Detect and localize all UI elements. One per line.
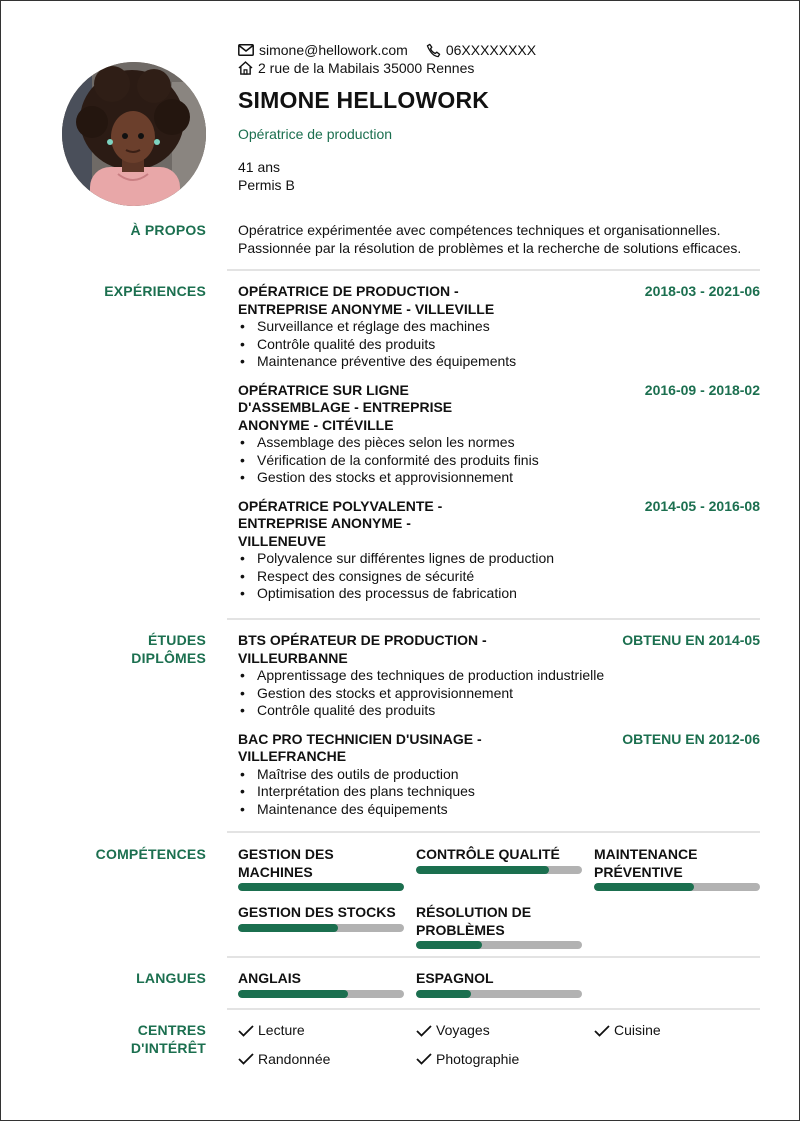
address-text: 2 rue de la Mabilais 35000 Rennes <box>258 60 475 76</box>
contact-row-2 <box>238 59 768 77</box>
list-item: • Respect des consignes de sécurité <box>238 568 760 586</box>
resume-header <box>238 41 768 194</box>
language-name: ESPAGNOL <box>416 970 494 986</box>
skill-bar-fill <box>238 883 404 891</box>
languages-grid <box>238 970 760 998</box>
skill-item <box>238 904 404 949</box>
skill-item <box>594 846 760 891</box>
skills-label: COMPÉTENCES <box>95 846 206 862</box>
about-line-1: Opératrice expérimentée avec compétences techniques et organisationnelles. <box>238 222 721 238</box>
job-title: Opératrice de production <box>238 126 393 142</box>
experience-tasks <box>238 550 760 603</box>
check-icon <box>416 1025 432 1037</box>
list-item: • Maintenance des équipements <box>238 801 760 819</box>
skill-item <box>416 904 582 949</box>
list-item: • Vérification de la conformité des produits finis <box>238 452 760 470</box>
check-icon <box>238 1053 254 1065</box>
about-label: À PROPOS <box>130 222 206 238</box>
interest-item <box>594 1022 760 1040</box>
age-text: 41 ans <box>238 159 281 175</box>
education-details <box>238 667 760 720</box>
education-title: BAC PRO TECHNICIEN D'USINAGE - VILLEFRANCHE <box>238 730 482 764</box>
skill-bar <box>594 883 760 891</box>
list-item: • Surveillance et réglage des machines <box>238 318 760 336</box>
list-item: • Assemblage des pièces selon les normes <box>238 434 760 452</box>
experience-date: 2014-05 - 2016-08 <box>644 497 760 514</box>
phone-icon <box>426 43 441 58</box>
list-item: • Maîtrise des outils de production <box>238 766 760 784</box>
interest-item <box>416 1022 582 1040</box>
list-item: • Polyvalence sur différentes lignes de production <box>238 550 760 568</box>
interest-label: Photographie <box>436 1050 520 1067</box>
education-label-line-2: DIPLÔMES <box>131 649 206 666</box>
education-entry <box>238 731 760 819</box>
education-list <box>238 632 760 829</box>
check-icon <box>416 1053 432 1065</box>
education-label <box>131 632 206 667</box>
about-text <box>238 222 760 257</box>
section-divider <box>227 956 760 958</box>
interest-label: Lecture <box>258 1022 305 1038</box>
experience-tasks <box>238 434 760 487</box>
interests-label-line-2: D'INTÉRÊT <box>130 1039 206 1056</box>
language-bar <box>238 990 404 998</box>
email-contact <box>238 42 408 58</box>
candidate-name: SIMONE HELLOWORK <box>238 87 490 113</box>
section-divider <box>227 618 760 620</box>
skill-name: RÉSOLUTION DE PROBLÈMES <box>416 904 532 938</box>
interest-label: Voyages <box>436 1022 490 1038</box>
skill-bar-fill <box>416 866 549 874</box>
profile-photo <box>62 62 206 206</box>
check-icon <box>594 1025 610 1037</box>
language-item <box>238 970 404 998</box>
experience-title: OPÉRATRICE SUR LIGNE D'ASSEMBLAGE - ENTREPRISE ANONYME - CITÉVILLE <box>238 381 453 433</box>
language-name: ANGLAIS <box>238 970 301 986</box>
interest-item <box>416 1051 582 1069</box>
skill-bar <box>238 883 404 891</box>
skill-bar <box>416 866 582 874</box>
language-bar-fill <box>416 990 471 998</box>
interest-item <box>238 1022 404 1040</box>
language-bar-fill <box>238 990 348 998</box>
license-text: Permis B <box>238 177 295 193</box>
skill-name: CONTRÔLE QUALITÉ <box>416 846 560 862</box>
check-icon <box>238 1025 254 1037</box>
list-item: • Contrôle qualité des produits <box>238 702 760 720</box>
interest-label: Randonnée <box>258 1050 331 1067</box>
skill-name: MAINTENANCE PRÉVENTIVE <box>594 846 698 880</box>
skill-item <box>416 846 582 891</box>
education-details <box>238 766 760 819</box>
contact-row-1 <box>238 41 768 59</box>
skills-grid <box>238 846 760 949</box>
experience-entry <box>238 283 760 371</box>
interests-label <box>131 1022 206 1057</box>
address-contact <box>238 60 474 76</box>
skill-bar-fill <box>416 941 482 949</box>
language-item <box>416 970 582 998</box>
languages-label: LANGUES <box>136 970 206 986</box>
experience-entry <box>238 498 760 603</box>
interest-item <box>238 1051 404 1069</box>
experience-title: OPÉRATRICE DE PRODUCTION - ENTREPRISE ANONYME - VILLEVILLE <box>238 283 495 317</box>
section-divider <box>227 1008 760 1010</box>
experience-date: 2016-09 - 2018-02 <box>644 381 760 398</box>
email-text: simone@hellowork.com <box>259 42 408 58</box>
experience-tasks <box>238 318 760 371</box>
list-item: • Gestion des stocks et approvisionnement <box>238 685 760 703</box>
language-bar <box>416 990 582 998</box>
phone-text: 06XXXXXXXX <box>445 42 537 58</box>
experience-title: OPÉRATRICE POLYVALENTE - ENTREPRISE ANONYME - VILLENEUVE <box>238 497 443 549</box>
experience-entry <box>238 382 760 487</box>
home-icon <box>238 61 253 75</box>
interest-label: Cuisine <box>614 1022 661 1038</box>
skill-bar-fill <box>594 883 694 891</box>
education-date: OBTENU EN 2012-06 <box>622 730 760 747</box>
skill-name: GESTION DES MACHINES <box>238 846 334 880</box>
skill-item <box>238 846 404 891</box>
education-date: OBTENU EN 2014-05 <box>622 632 760 648</box>
experience-date: 2018-03 - 2021-06 <box>644 283 760 299</box>
list-item: • Apprentissage des techniques de production industrielle <box>238 667 760 685</box>
skill-bar-fill <box>238 924 338 932</box>
list-item: • Interprétation des plans techniques <box>238 783 760 801</box>
interests-label-line-1: CENTRES <box>137 1022 206 1038</box>
experiences-label: EXPÉRIENCES <box>104 283 206 299</box>
experiences-list <box>238 283 760 614</box>
list-item: • Maintenance préventive des équipements <box>238 353 760 371</box>
skill-name: GESTION DES STOCKS <box>238 904 396 920</box>
interests-grid <box>238 1022 760 1068</box>
envelope-icon <box>238 44 254 56</box>
section-divider <box>227 269 760 271</box>
skill-bar <box>238 924 404 932</box>
skill-bar <box>416 941 582 949</box>
list-item: • Contrôle qualité des produits <box>238 336 760 354</box>
list-item: • Gestion des stocks et approvisionnement <box>238 469 760 487</box>
about-line-2: Passionnée par la résolution de problèmes et la recherche de solutions efficaces. <box>238 239 742 256</box>
section-divider <box>227 831 760 833</box>
phone-contact <box>426 42 536 58</box>
education-entry <box>238 632 760 720</box>
education-title: BTS OPÉRATEUR DE PRODUCTION - VILLEURBANNE <box>238 632 487 666</box>
list-item: • Optimisation des processus de fabrication <box>238 585 760 603</box>
education-label-line-1: ÉTUDES <box>148 632 206 648</box>
personal-info <box>238 158 768 194</box>
